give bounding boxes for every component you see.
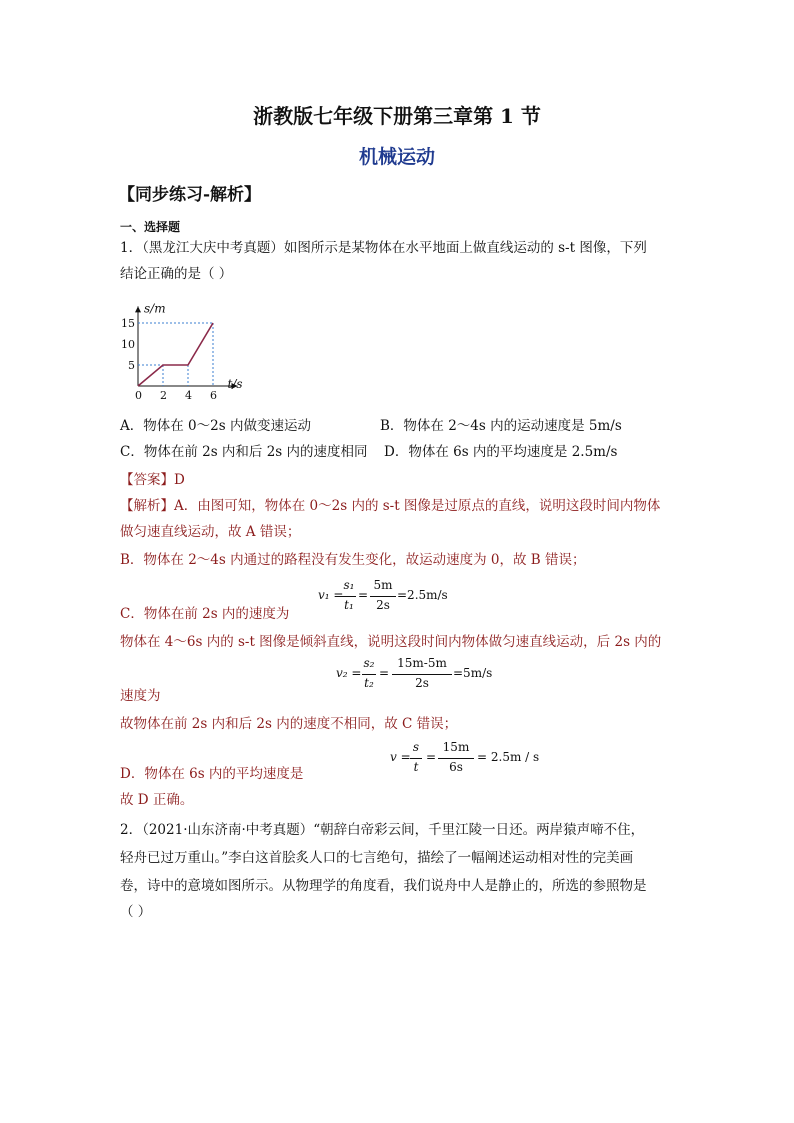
q2-line2: 轻舟已过万重山。”李白这首脍炙人口的七言绝句，描绘了一幅阐述运动相对性的完美画 [120,850,634,866]
x-tick-label: 4 [185,389,192,402]
q1-option-a: A．物体在 0～2s 内做变速运动 [120,418,311,434]
q2-line1: 2．（2021·山东济南·中考真题）“朝辞白帝彩云间，千里江陵一日还。两岸猿声啼不住， [120,822,645,838]
analysis-line4: C．物体在前 2s 内的速度为 [120,606,290,622]
st-graph [118,286,268,408]
analysis-line1: 【解析】A．由图可知，物体在 0～2s 内的 s-t 图像是过原点的直线，说明这段时间内物体 [120,498,661,514]
q1-answer: 【答案】D [120,472,185,488]
y-tick-label: 5 [128,359,135,372]
y-axis-arrow [135,306,141,312]
analysis-line6: 速度为 [120,688,161,704]
x-tick-label: 2 [160,389,167,402]
q2-line3: 卷，诗中的意境如图所示。从物理学的角度看，我们说舟中人是静止的，所选的参照物是 [120,878,647,894]
x-tick-label: 0 [135,389,142,402]
y-tick-label: 15 [121,317,135,330]
formula-v1: v₁ = s₁ t₁ = 5m 2s =2.5m/s [318,578,448,612]
page-subtitle: 机械运动 [358,146,435,168]
analysis-line2: 做匀速直线运动，故 A 错误； [120,524,301,540]
analysis-line8: D．物体在 6s 内的平均速度是 [120,766,304,782]
analysis-line5: 物体在 4～6s 内的 s-t 图像是倾斜直线，说明这段时间内物体做匀速直线运动，后 2s 内的 [120,634,662,650]
x-axis-label: t/s [227,377,243,391]
x-tick-label: 6 [210,389,217,402]
q1-stem-line1: 1．（黑龙江大庆中考真题）如图所示是某物体在水平地面上做直线运动的 s-t 图像，下列 [120,240,647,256]
q1-option-b: B．物体在 2～4s 内的运动速度是 5m/s [380,418,622,434]
formula-v: v = s t = 15m 6s = 2.5m / s [390,740,540,774]
q2-line4: （ ） [120,904,152,920]
q1-option-c: C．物体在前 2s 内和后 2s 内的速度相同 [120,444,368,460]
section-heading: 【同步练习-解析】 [118,185,262,205]
y-tick-label: 10 [121,338,135,351]
part-heading: 一、选择题 [120,220,181,234]
series-line [138,323,213,386]
analysis-line7: 故物体在前 2s 内和后 2s 内的速度不相同，故 C 错误； [120,716,458,732]
analysis-line9: 故 D 正确。 [120,792,194,808]
q1-stem-line2: 结论正确的是（ ） [120,266,233,282]
analysis-line3: B．物体在 2～4s 内通过的路程没有发生变化，故运动速度为 0，故 B 错误； [120,552,586,568]
page-title: 浙教版七年级下册第三章第 1 节 [253,104,541,128]
formula-v2: v₂ = s₂ t₂ = 15m-5m 2s =5m/s [336,656,493,690]
q1-option-d: D．物体在 6s 内的平均速度是 2.5m/s [384,444,618,460]
y-axis-label: s/m [144,301,166,316]
